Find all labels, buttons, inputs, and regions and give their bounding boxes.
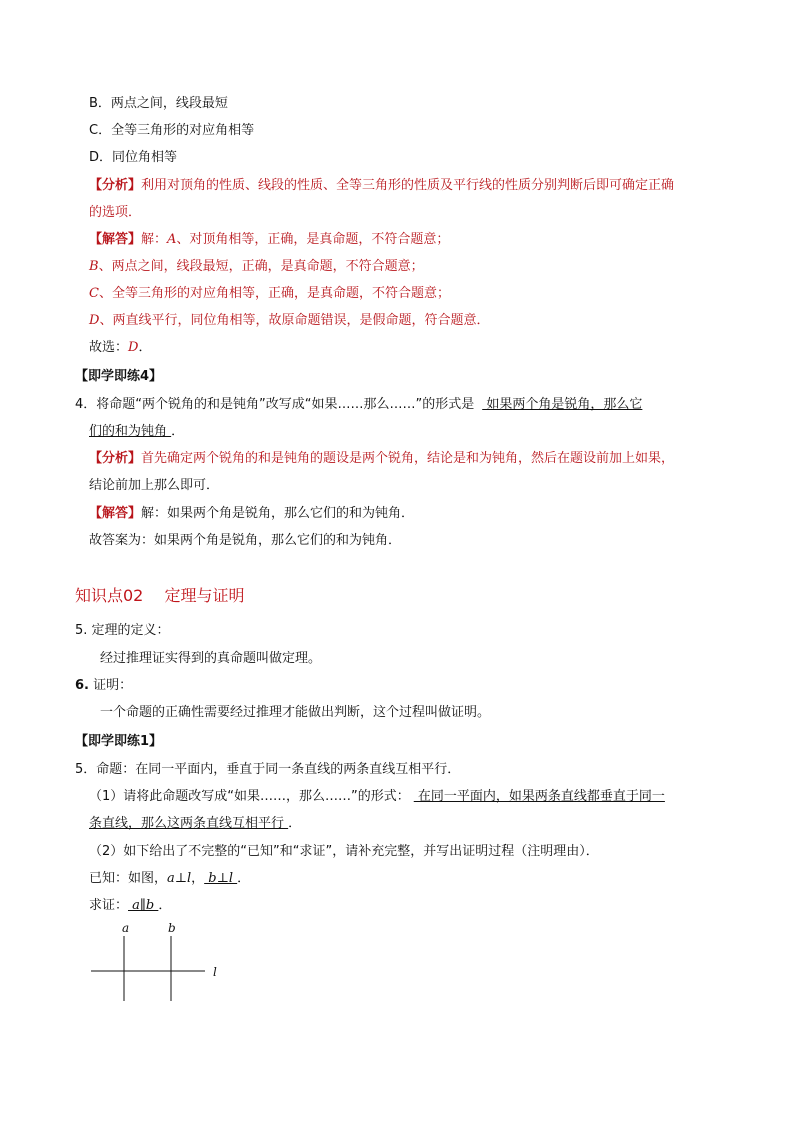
practice-1-part-2: （2）如下给出了不完整的“已知”和“求证”，请补充完整，并写出证明过程（注明理由）． bbox=[89, 844, 599, 859]
answer-d-text: 、两直线平行，同位角相等，故原命题错误，是假命题，符合题意． bbox=[99, 313, 490, 328]
q3-answer-a bbox=[89, 231, 449, 249]
part-1-suffix: ． bbox=[288, 816, 302, 831]
choice-letter-c: C bbox=[89, 286, 99, 301]
analysis-text: 利用对顶角的性质、线段的性质、全等三角形的性质及平行线的性质分别判断后即可确定正确 bbox=[141, 178, 675, 193]
q3-answer-b bbox=[89, 258, 424, 276]
given-line bbox=[89, 870, 250, 888]
question-suffix: ． bbox=[171, 424, 185, 439]
option-b: B．两点之间，线段最短 bbox=[89, 96, 228, 111]
practice-4-answer bbox=[89, 505, 414, 523]
theorem-heading: 5. 定理的定义： bbox=[75, 623, 170, 638]
part-1-blank-cont: 条直线，那么这两条直线互相平行 bbox=[89, 816, 289, 831]
given-prefix: 已知：如图， bbox=[89, 871, 168, 886]
choice-letter-b: B bbox=[89, 259, 99, 274]
part-1-prompt: （1）请将此命题改写成“如果……，那么……”的形式： bbox=[89, 789, 410, 804]
question-text: 4．将命题“两个锐角的和是钝角”改写成“如果……那么……”的形式是 bbox=[75, 397, 475, 412]
answer-blank-cont: 们的和为钝角 bbox=[89, 424, 172, 439]
choice-letter: D bbox=[128, 340, 139, 355]
practice-1-part-1-line-2 bbox=[89, 815, 301, 833]
prove-line bbox=[89, 897, 171, 915]
answer-c-text: 、全等三角形的对应角相等，正确，是真命题，不符合题意； bbox=[98, 286, 450, 301]
q3-choice bbox=[89, 339, 151, 357]
practice-1-part-1-line-1 bbox=[89, 788, 665, 806]
choice-letter-a: A bbox=[167, 232, 177, 247]
proof-heading-text: 证明： bbox=[88, 678, 133, 693]
answer-intro: 解： bbox=[141, 232, 168, 247]
given-sep: ， bbox=[191, 871, 205, 886]
analysis-text: 首先确定两个锐角的和是钝角的题设是两个锐角，结论是和为钝角，然后在题设前加上如果， bbox=[141, 451, 675, 466]
practice-4-analysis-line-2: 结论前加上那么即可． bbox=[89, 478, 220, 493]
answer-b-text: 、两点之间，线段最短，正确，是真命题，不符合题意； bbox=[98, 259, 424, 274]
proof-body: 一个命题的正确性需要经过推理才能做出判断，这个过程叫做证明。 bbox=[100, 705, 491, 720]
practice-1-question: 5．命题：在同一平面内，垂直于同一条直线的两条直线互相平行． bbox=[75, 762, 461, 777]
option-c: C．全等三角形的对应角相等 bbox=[89, 123, 255, 138]
given-blank: b⊥l bbox=[204, 871, 238, 886]
proof-heading bbox=[75, 677, 132, 695]
practice-4-final-answer: 故答案为：如果两个角是锐角，那么它们的和为钝角． bbox=[89, 533, 402, 548]
analysis-tag: 【分析】 bbox=[89, 451, 142, 466]
q3-answer-d bbox=[89, 312, 489, 330]
choice-suffix: ． bbox=[138, 340, 152, 355]
practice-4-analysis-line-1 bbox=[89, 450, 674, 468]
prove-prefix: 求证： bbox=[89, 898, 129, 913]
perpendicular-lines-figure bbox=[85, 918, 225, 1008]
label-b: b bbox=[168, 921, 176, 935]
answer-blank: 如果两个角是锐角，那么它 bbox=[482, 397, 643, 412]
answer-tag: 【解答】 bbox=[89, 506, 142, 521]
choice-prefix: 故选： bbox=[89, 340, 129, 355]
section-title: 知识点02 定理与证明 bbox=[75, 586, 245, 605]
analysis-tag: 【分析】 bbox=[89, 178, 142, 193]
given-suffix: ． bbox=[237, 871, 251, 886]
proof-number: 6. bbox=[75, 678, 89, 693]
given-math: a⊥l bbox=[167, 871, 192, 886]
practice-4-question-line-2 bbox=[89, 423, 184, 441]
q3-analysis-line-1 bbox=[89, 177, 674, 195]
label-l: l bbox=[213, 965, 217, 979]
answer-a-text: 、对顶角相等，正确，是真命题，不符合题意； bbox=[176, 232, 450, 247]
prove-blank: a∥b bbox=[128, 898, 159, 913]
part-1-blank: 在同一平面内，如果两条直线都垂直于同一 bbox=[413, 789, 665, 804]
q3-answer-c bbox=[89, 285, 450, 303]
theorem-body: 经过推理证实得到的真命题叫做定理。 bbox=[100, 651, 322, 666]
choice-letter-d: D bbox=[89, 313, 100, 328]
answer-text: 解：如果两个角是锐角，那么它们的和为钝角． bbox=[141, 506, 415, 521]
answer-tag: 【解答】 bbox=[89, 232, 142, 247]
practice-1-tag: 【即学即练1】 bbox=[75, 734, 163, 749]
practice-4-question-line-1 bbox=[75, 396, 642, 414]
practice-4-tag: 【即学即练4】 bbox=[75, 369, 163, 384]
prove-suffix: ． bbox=[158, 898, 172, 913]
option-d: D．同位角相等 bbox=[89, 150, 178, 165]
label-a: a bbox=[122, 921, 130, 935]
q3-analysis-line-2: 的选项． bbox=[89, 205, 142, 220]
